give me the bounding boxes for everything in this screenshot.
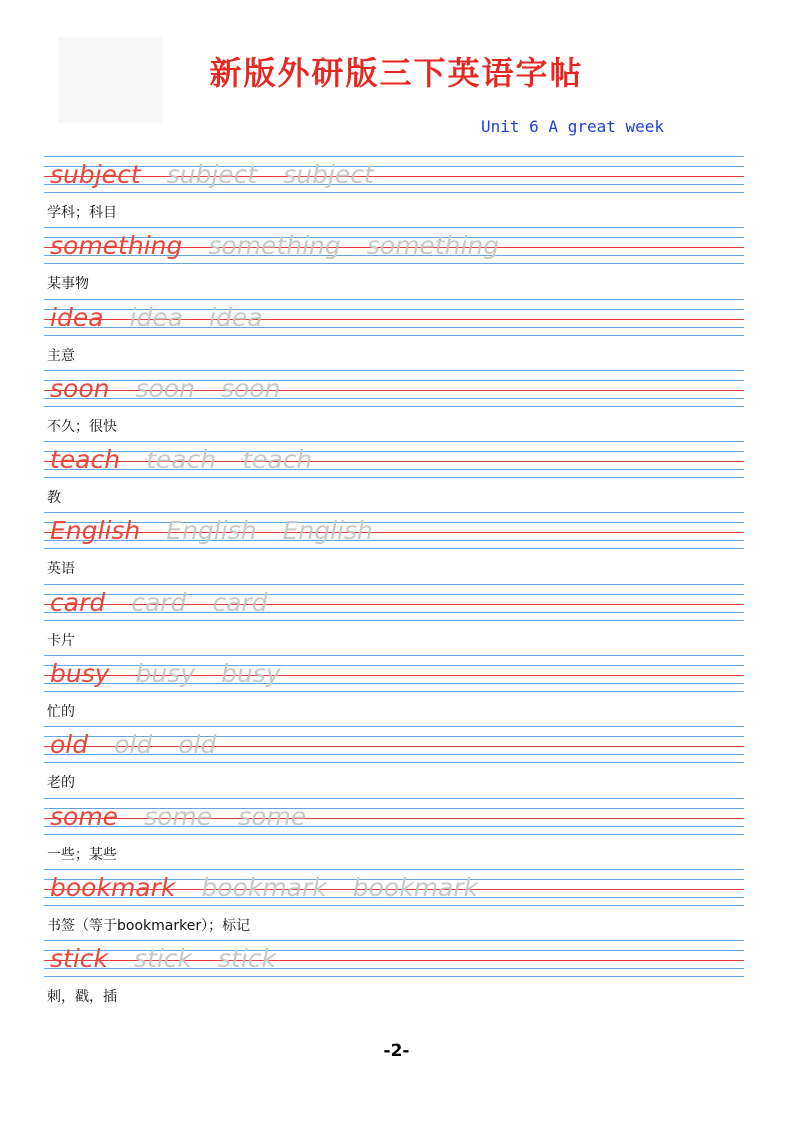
trace-word: old [178,730,217,760]
guide-line [44,905,744,906]
trace-word: stick [134,944,192,974]
unit-title: Unit 6 A great week [481,117,665,136]
word-practice-line [50,159,400,191]
guide-line [44,655,744,656]
vocab-word: teach [50,445,121,475]
guide-line [44,156,744,157]
vocab-meaning: 老的 [47,775,75,792]
trace-word: subject [283,160,374,189]
trace-word: stick [218,944,276,974]
vocab-entry [44,726,744,797]
guide-line [44,263,744,264]
vocab-entry [44,655,744,726]
vocab-word: stick [50,944,108,974]
guide-line [44,548,744,549]
vocab-word: old [50,730,89,760]
vocab-meaning: 刺，戳，插 [47,989,117,1006]
guide-line [44,227,744,228]
guide-line [44,299,744,300]
vocab-meaning: 英语 [47,561,75,578]
vocab-meaning: 不久；很快 [47,418,117,435]
page-number: -2- [383,1041,410,1061]
guide-line [44,940,744,941]
guide-line [44,620,744,621]
word-practice-line [50,943,302,975]
vocab-word: bookmark [50,872,176,902]
word-practice-line [50,587,294,619]
guide-line [44,726,744,727]
trace-word: English [282,516,373,546]
guide-line [44,370,744,371]
vocab-entry [44,156,744,227]
word-practice-line [50,729,242,761]
vocab-meaning: 某事物 [47,276,89,293]
trace-word: card [131,587,187,617]
trace-word: bookmark [201,872,327,902]
vocab-word: card [50,587,106,617]
trace-word: bookmark [352,872,479,902]
guide-line [44,335,744,336]
vocab-meaning: 一些；某些 [47,846,117,863]
page-title: 新版外研版三下英语字帖 [209,54,584,92]
vocab-word: soon [50,373,110,403]
vocab-meaning: 主意 [47,347,75,364]
vocab-word: idea [50,302,104,332]
trace-word: teach [146,445,217,475]
vocab-word: some [50,801,119,831]
vocab-word: subject [50,160,141,189]
trace-word: something [366,231,500,261]
vocab-entry [44,370,744,441]
trace-word: card [212,587,268,617]
vocab-meaning: 忙的 [47,704,75,721]
vocab-entry [44,512,744,583]
guide-line [44,869,744,870]
vocab-entry [44,299,744,370]
word-practice-line [50,872,504,904]
guide-line [44,584,744,585]
vocab-meaning: 卡片 [47,632,75,649]
trace-word: idea [129,302,184,332]
vocab-entry [44,584,744,655]
trace-word: some [144,801,213,831]
vocab-entry [44,940,744,1011]
guide-line [44,512,744,513]
word-practice-line [50,230,525,262]
vocab-entry [44,798,744,869]
word-practice-line [50,515,399,547]
vocab-entry [44,441,744,512]
word-practice-line [50,373,306,405]
vocab-meaning: 学科；科目 [47,205,117,221]
trace-word: old [114,730,153,760]
vocab-entry [44,227,744,298]
word-practice-line [50,444,338,476]
word-practice-line [50,658,307,690]
guide-line [44,976,744,977]
word-practice-line [50,302,289,334]
trace-word: idea [209,302,263,332]
word-practice-line [50,801,332,833]
trace-word: busy [135,659,196,689]
trace-word: busy [221,659,281,689]
guide-line [44,406,744,407]
trace-word: some [238,801,307,831]
vocab-word: something [50,231,183,261]
copybook-rows [44,156,744,1012]
vocab-entry [44,869,744,940]
vocab-word: English [50,516,141,546]
trace-word: subject [166,160,258,189]
trace-word: English [166,516,257,546]
trace-word: something [208,231,341,261]
guide-line [44,441,744,442]
vocab-meaning: 书签（等于bookmarker）；标记 [47,917,251,934]
guide-line [44,762,744,763]
guide-line [44,691,744,692]
vocab-word: busy [50,659,110,689]
guide-line [44,798,744,799]
trace-word: soon [135,373,195,403]
guide-line [44,834,744,835]
guide-line [44,477,744,478]
trace-word: teach [242,445,313,475]
trace-word: soon [220,373,281,403]
guide-line [44,192,744,193]
vocab-meaning: 教 [47,490,61,507]
